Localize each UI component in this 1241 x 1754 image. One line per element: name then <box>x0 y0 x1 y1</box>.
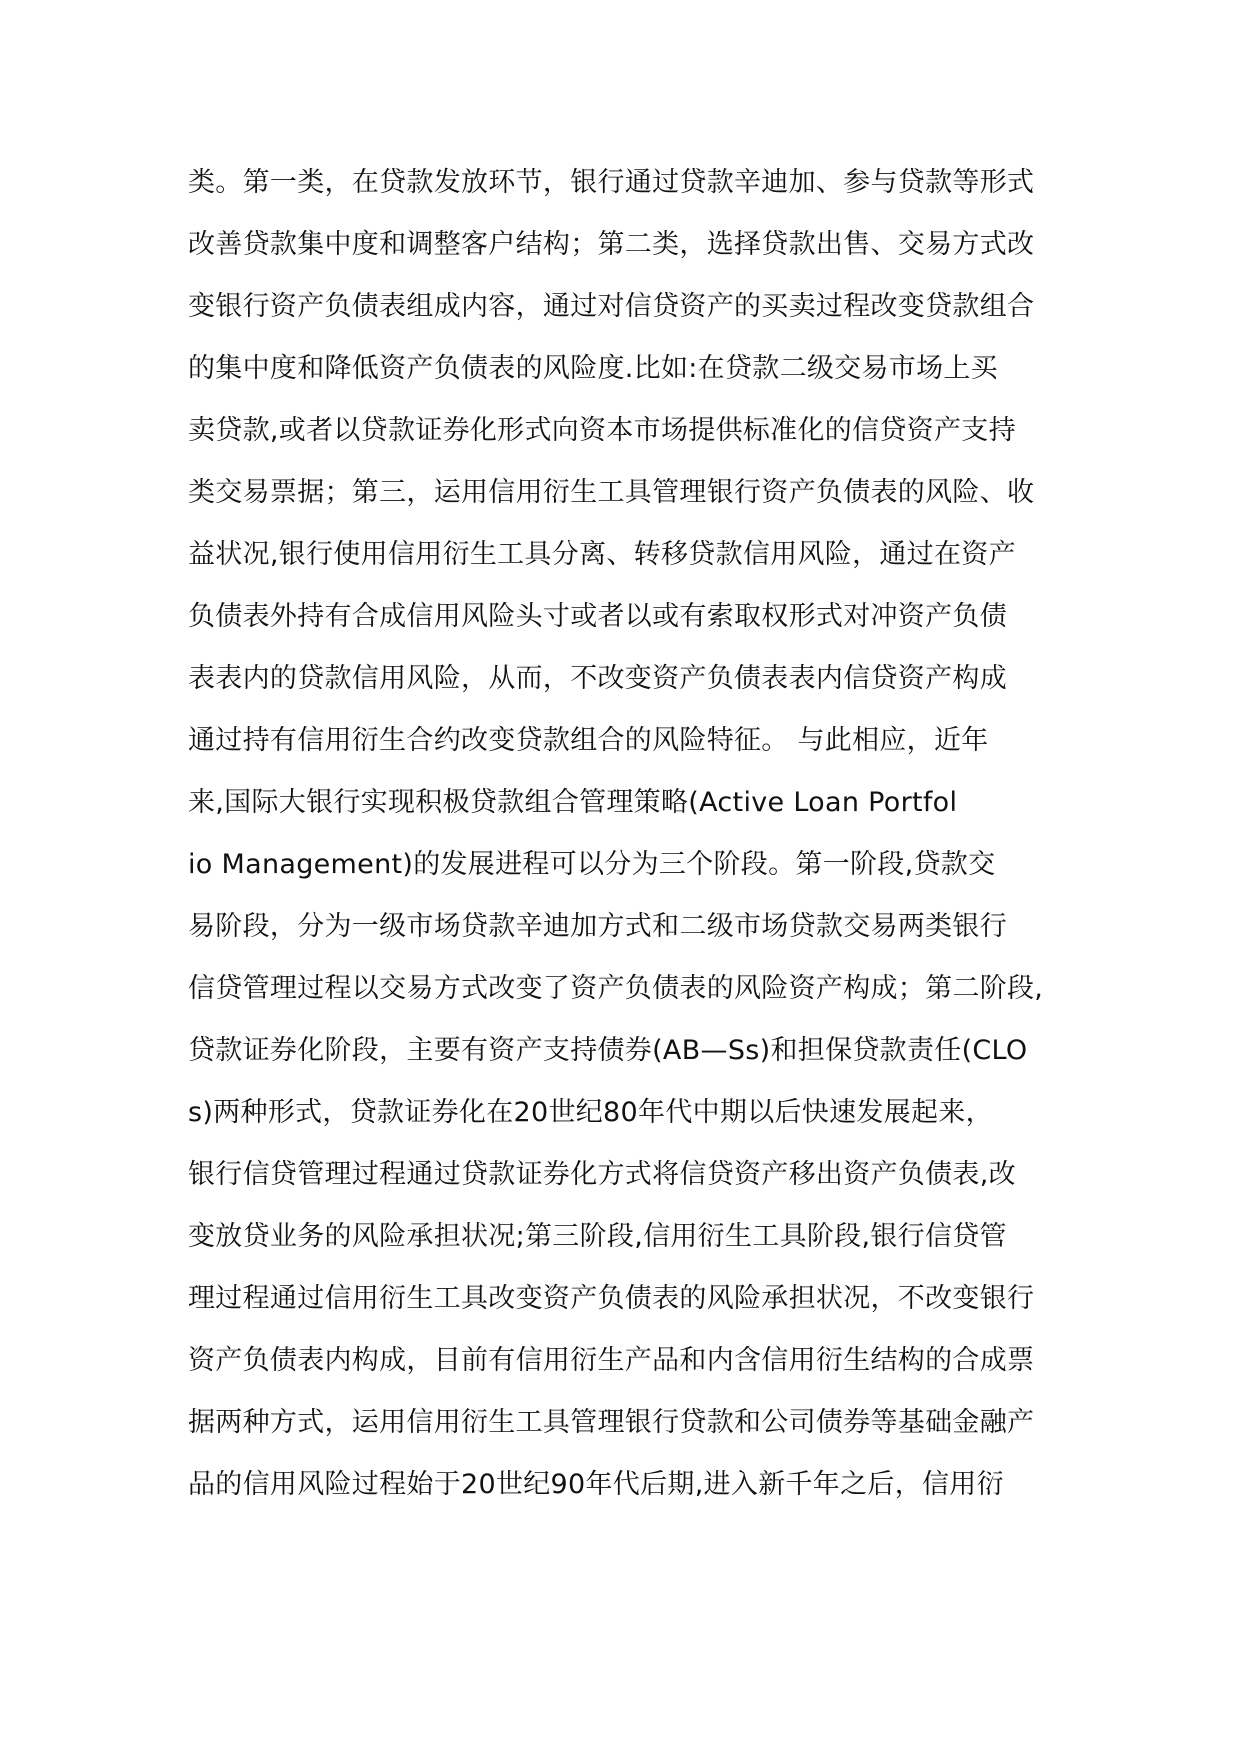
text-line: 通过持有信用衍生合约改变贷款组合的风险特征。 与此相应，近年 <box>188 725 989 756</box>
body-text <box>188 158 1068 1522</box>
text-line: 的集中度和降低资产负债表的风险度.比如:在贷款二级交易市场上买 <box>188 353 998 384</box>
text-line: 改善贷款集中度和调整客户结构；第二类，选择贷款出售、交易方式改 <box>188 229 1035 260</box>
text-line: 贷款证券化阶段，主要有资产支持债券(AB—Ss)和担保贷款责任(CLO <box>188 1035 1028 1066</box>
text-line: 卖贷款,或者以贷款证券化形式向资本市场提供标准化的信贷资产支持 <box>188 415 1016 446</box>
text-line: 变银行资产负债表组成内容，通过对信贷资产的买卖过程改变贷款组合 <box>188 291 1035 322</box>
text-line: 类。第一类，在贷款发放环节，银行通过贷款辛迪加、参与贷款等形式 <box>188 167 1035 198</box>
text-line: 类交易票据；第三，运用信用衍生工具管理银行资产负债表的风险、收 <box>188 477 1035 508</box>
text-line: 负债表外持有合成信用风险头寸或者以或有索取权形式对冲资产负债 <box>188 601 1007 632</box>
text-line: s)两种形式，贷款证券化在20世纪80年代中期以后快速发展起来， <box>188 1097 993 1128</box>
text-line: 银行信贷管理过程通过贷款证券化方式将信贷资产移出资产负债表,改 <box>188 1159 1016 1190</box>
text-line: 据两种方式，运用信用衍生工具管理银行贷款和公司债券等基础金融产 <box>188 1407 1035 1438</box>
text-line: 表表内的贷款信用风险，从而，不改变资产负债表表内信贷资产构成 <box>188 663 1007 694</box>
text-line: 变放贷业务的风险承担状况;第三阶段,信用衍生工具阶段,银行信贷管 <box>188 1221 1007 1252</box>
text-line: 益状况,银行使用信用衍生工具分离、转移贷款信用风险，通过在资产 <box>188 539 1016 570</box>
text-line: 品的信用风险过程始于20世纪90年代后期,进入新千年之后，信用衍 <box>188 1469 1004 1500</box>
text-line: 理过程通过信用衍生工具改变资产负债表的风险承担状况，不改变银行 <box>188 1283 1035 1314</box>
text-line: 资产负债表内构成，目前有信用衍生产品和内含信用衍生结构的合成票 <box>188 1345 1035 1376</box>
text-line: 信贷管理过程以交易方式改变了资产负债表的风险资产构成；第二阶段, <box>188 973 1044 1004</box>
text-line: 来,国际大银行实现积极贷款组合管理策略(Active Loan Portfol <box>188 787 958 818</box>
text-line: 易阶段，分为一级市场贷款辛迪加方式和二级市场贷款交易两类银行 <box>188 911 1007 942</box>
text-line: io Management)的发展进程可以分为三个阶段。第一阶段,贷款交 <box>188 849 996 880</box>
